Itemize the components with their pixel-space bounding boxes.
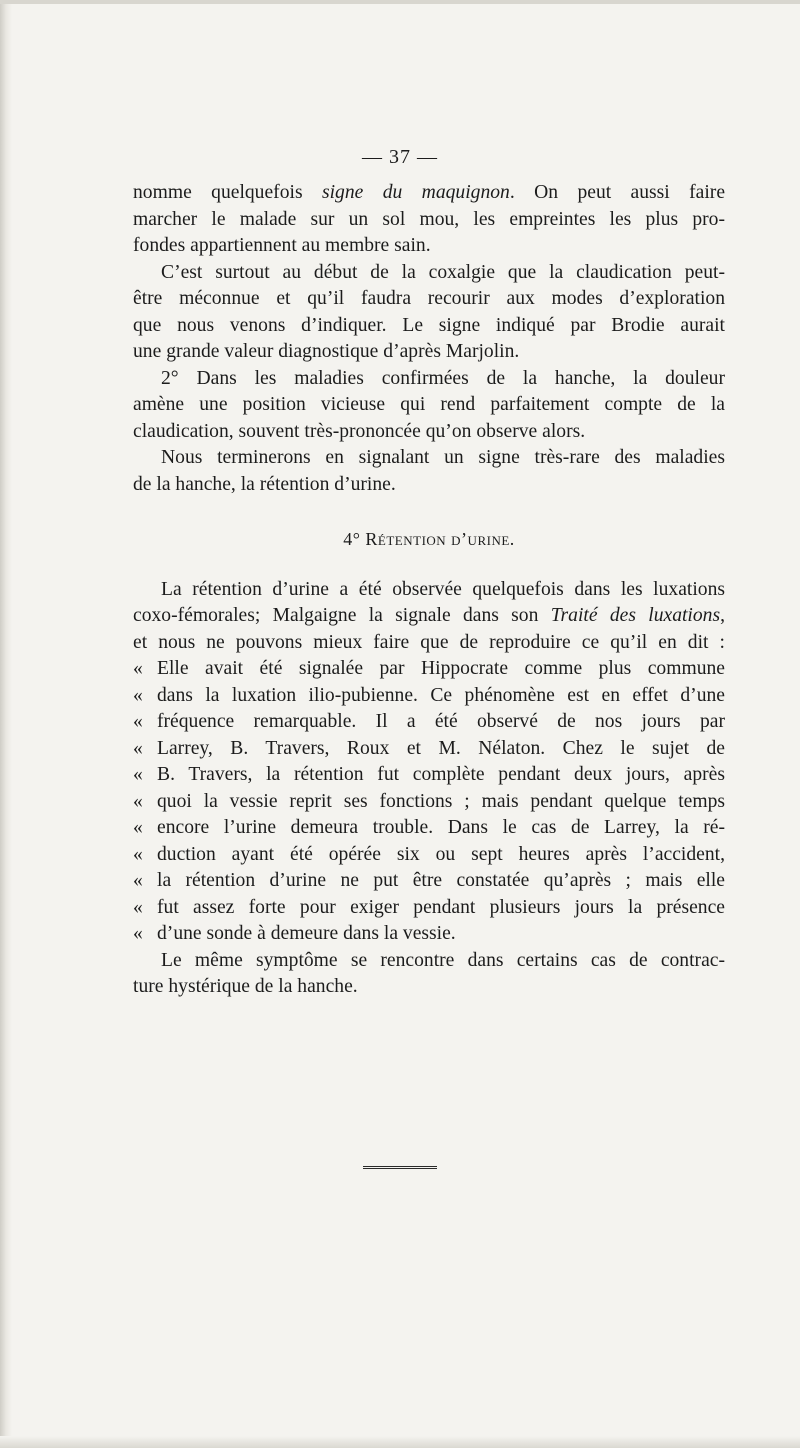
paragraph-line: C’est surtout au début de la coxalgie que la claudication peut- xyxy=(161,261,725,283)
quote-text: la rétention d’urine ne put être constatée qu’après ; mais elle xyxy=(157,870,725,891)
section-number: 4° xyxy=(343,529,366,549)
paragraph-line: Nous terminerons en signalant un signe très-rare des maladies xyxy=(161,447,725,468)
end-rule-ornament xyxy=(363,1165,437,1169)
page-top-edge xyxy=(0,0,800,4)
text-fragment: . On peut aussi faire xyxy=(509,182,726,203)
quote-text: B. Travers, la rétention fut complète pendant deux jours, après xyxy=(157,764,725,785)
quote-text: encore l’urine demeura trouble. Dans le cas de Larrey, la ré- xyxy=(157,817,725,838)
quote-mark: « xyxy=(133,737,143,759)
paragraph-line: être méconnue et qu’il faudra recourir aux modes d’exploration xyxy=(133,288,725,309)
quote-mark: « xyxy=(133,711,143,732)
italic-term: signe du maquignon xyxy=(321,182,510,203)
page-left-edge xyxy=(0,0,12,1448)
quote-mark: « xyxy=(133,843,143,865)
quote-text: duction ayant été opérée six ou sept heures après l’accident, xyxy=(157,843,725,865)
quote-line xyxy=(133,842,725,869)
quote-text: fréquence remarquable. Il a été observé de nos jours par xyxy=(157,711,725,732)
quote-mark: « xyxy=(133,790,143,812)
section-title: Rétention d’urine. xyxy=(365,529,515,549)
quote-mark: « xyxy=(133,684,143,706)
paragraph-line: une grande valeur diagnostique d’après Marjolin. xyxy=(133,341,520,362)
quote-line xyxy=(133,683,725,710)
quotation xyxy=(133,656,725,948)
quote-line xyxy=(133,709,725,736)
paragraph-line xyxy=(133,180,725,207)
paragraph-line: claudication, souvent très-prononcée qu’on observe alors. xyxy=(133,420,586,442)
quote-line xyxy=(133,762,725,789)
paragraph-line: que nous venons d’indiquer. Le signe indiqué par Brodie aurait xyxy=(133,314,725,336)
quote-mark: « xyxy=(133,870,143,891)
paragraph-line: marcher le malade sur un sol mou, les empreintes les plus pro- xyxy=(133,208,725,230)
paragraph-line: fondes appartiennent au membre sain. xyxy=(133,235,431,256)
quote-mark: « xyxy=(133,923,143,944)
quote-line xyxy=(133,921,725,948)
quote-text: d’une sonde à demeure dans la vessie. xyxy=(157,923,456,944)
paragraph-line: La rétention d’urine a été observée quelquefois dans les luxations xyxy=(161,578,725,600)
page-bottom-edge xyxy=(0,1436,800,1448)
paragraph-line: et nous ne pouvons mieux faire que de reproduire ce qu’il en dit : xyxy=(133,631,725,653)
quote-line xyxy=(133,736,725,763)
text-fragment: , xyxy=(720,605,725,626)
quote-line xyxy=(133,895,725,922)
body-text xyxy=(133,180,725,1001)
paragraph-line xyxy=(133,603,725,630)
section-heading xyxy=(133,526,725,553)
quote-mark: « xyxy=(133,817,143,838)
quote-text: fut assez forte pour exiger pendant plusieurs jours la présence xyxy=(157,896,725,918)
paragraph-line: 2° Dans les maladies confirmées de la hanche, la douleur xyxy=(161,367,725,389)
quote-text: Elle avait été signalée par Hippocrate comme plus commune xyxy=(157,658,725,679)
quote-text: Larrey, B. Travers, Roux et M. Nélaton. Chez le sujet de xyxy=(157,737,725,759)
italic-title: Traité des luxations xyxy=(550,605,721,626)
paragraph-line: Le même symptôme se rencontre dans certains cas de contrac- xyxy=(161,949,725,971)
text-fragment: nomme quelquefois xyxy=(133,182,322,203)
paragraph-line: de la hanche, la rétention d’urine. xyxy=(133,473,396,495)
quote-line xyxy=(133,656,725,683)
quote-line xyxy=(133,815,725,842)
quote-text: dans la luxation ilio-pubienne. Ce phénomène est en effet d’une xyxy=(157,684,725,706)
quote-mark: « xyxy=(133,896,143,918)
quote-mark: « xyxy=(133,658,143,679)
text-fragment: coxo-fémorales; Malgaigne la signale dans son xyxy=(133,605,551,626)
quote-text: quoi la vessie reprit ses fonctions ; mais pendant quelque temps xyxy=(157,790,725,812)
quote-line xyxy=(133,789,725,816)
quote-line xyxy=(133,868,725,895)
page-number: — 37 — xyxy=(362,146,438,168)
quote-mark: « xyxy=(133,764,143,785)
paragraph-line: amène une position vicieuse qui rend parfaitement compte de la xyxy=(133,394,725,415)
paragraph-line: ture hystérique de la hanche. xyxy=(133,976,358,997)
